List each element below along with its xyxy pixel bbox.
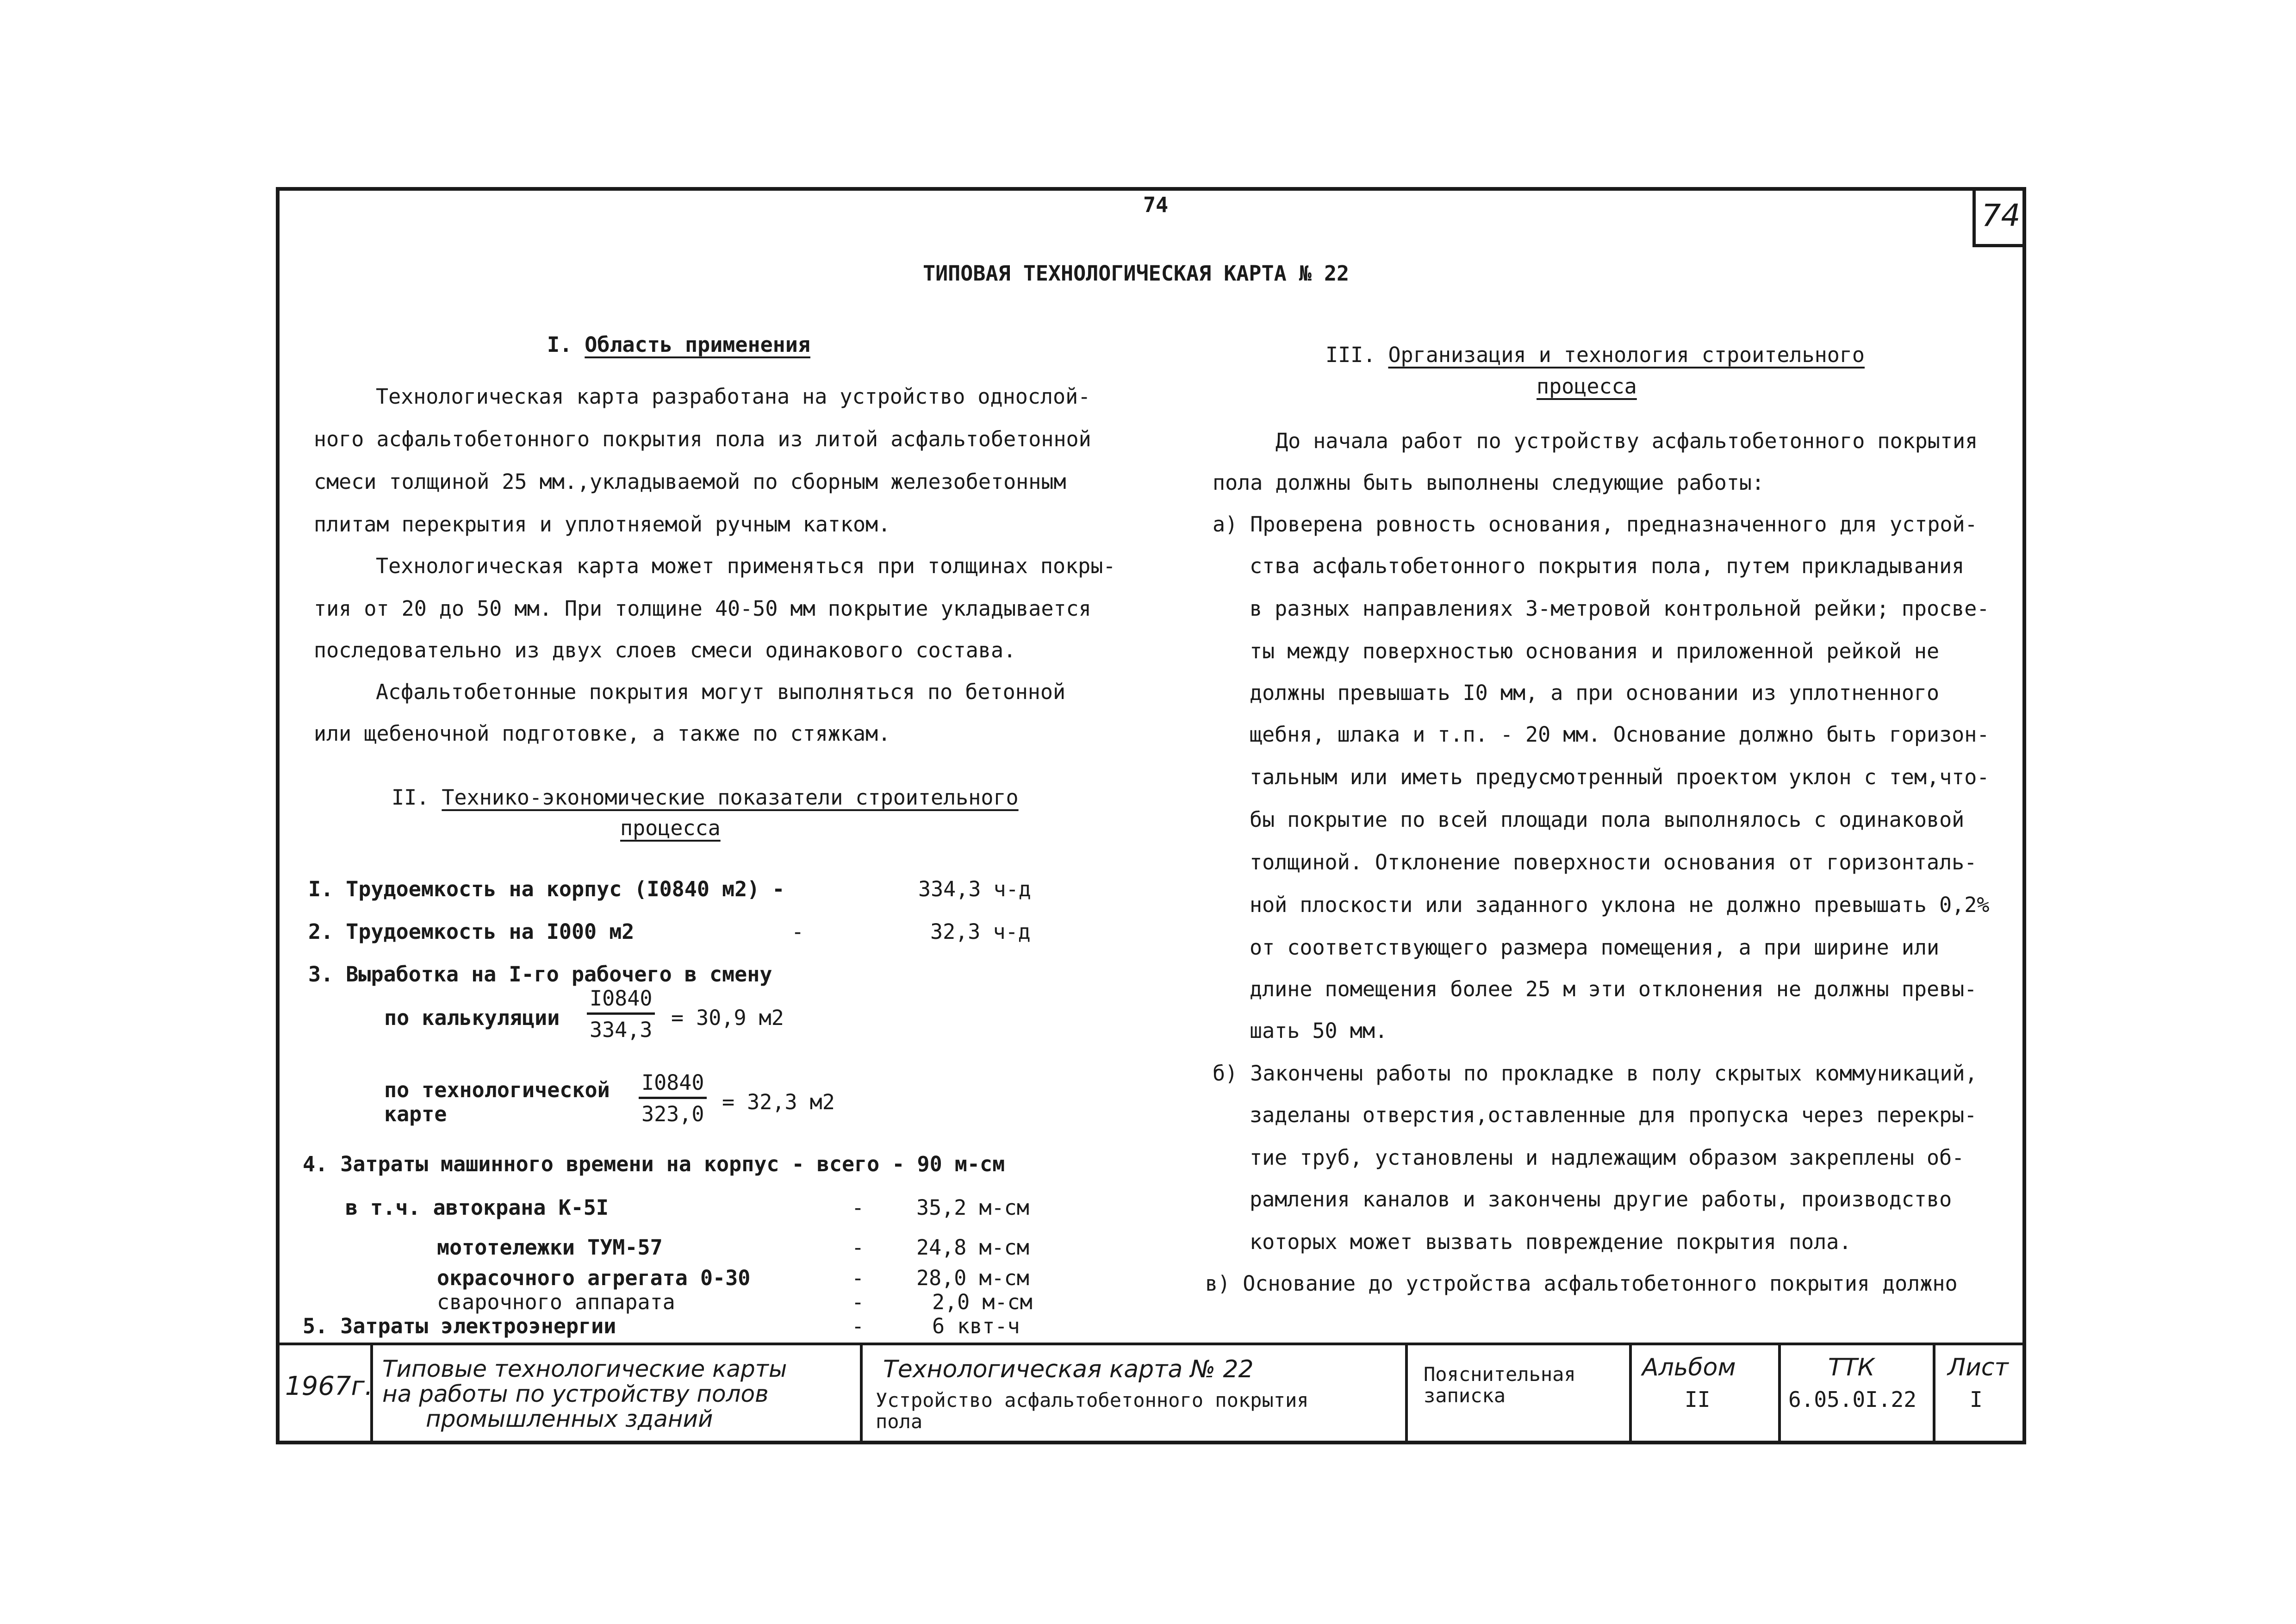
stamp-series-line: промышленных зданий <box>426 1405 713 1432</box>
machine-value: 35,2 м-см <box>916 1195 1029 1220</box>
sheet-mark-box <box>1972 187 2026 247</box>
section3-line: ты между поверхностью основания и приложенной рейкой не <box>1250 639 1940 663</box>
stamp-ttk-label: ТТК <box>1828 1354 1875 1381</box>
section3-line: в разных направлениях 3-метровой контрольной рейки; просве- <box>1250 596 1990 621</box>
stamp-doc-type-2: записка <box>1424 1384 1506 1407</box>
calc-by-estimate-fraction <box>587 988 655 1040</box>
stamp-series-line: на работы по устройству полов <box>382 1380 769 1407</box>
title-block-divider <box>1629 1343 1632 1444</box>
section1-line: смеси толщиной 25 мм.,укладываемой по сборным железобетонным <box>314 469 1066 494</box>
section1-line: плитам перекрытия и уплотняемой ручным катком. <box>314 512 891 537</box>
section3-line: бы покрытие по всей площади пола выполнялось с одинаковой <box>1250 807 1965 832</box>
section2-title-line2: процесса <box>620 816 721 840</box>
stamp-card-title: Технологическая карта № 22 <box>883 1355 1254 1383</box>
machine-name: в т.ч. автокрана К-5I <box>345 1195 609 1220</box>
section1-line: Технологическая карта разработана на устройство однослой- <box>376 384 1091 409</box>
section3-line: тие труб, установлены и надлежащим образом закреплены об- <box>1250 1145 1965 1170</box>
section1-line: или щебеночной подготовке, а также по стяжкам. <box>314 721 891 746</box>
section1-line: Технологическая карта может применяться при толщинах покры- <box>376 554 1116 578</box>
stamp-series-line: Типовые технологические карты <box>382 1355 787 1382</box>
calc-by-estimate-label: по калькуляции <box>384 1006 560 1030</box>
machine-value: 24,8 м-см <box>916 1235 1029 1260</box>
title-block-divider <box>1405 1343 1408 1444</box>
title-block-divider <box>860 1343 863 1444</box>
section3-line: заделаны отверстия,оставленные для пропуска через перекры- <box>1250 1103 1977 1127</box>
stamp-album-label: Альбом <box>1642 1354 1736 1381</box>
section3-line: ства асфальтобетонного покрытия пола, путем прикладывания <box>1250 554 1965 578</box>
section3-line: шать 50 мм. <box>1250 1018 1388 1043</box>
section1-line: ного асфальтобетонного покрытия пола из литой асфальтобетонной <box>314 427 1091 451</box>
section3-line: которых может вызвать повреждение покрытия пола. <box>1250 1230 1852 1254</box>
section3-title: Организация и технология строительного <box>1388 343 1865 367</box>
indicator-labor-total: I. Трудоемкость на корпус (I0840 м2) - <box>308 877 785 901</box>
section3-line: от соответствующего размера помещения, а при ширине или <box>1250 935 1940 960</box>
machine-value: 2,0 м-см <box>932 1290 1033 1314</box>
title-block-divider <box>1778 1343 1781 1444</box>
stamp-ttk-value: 6.05.0I.22 <box>1788 1387 1916 1412</box>
machine-name: сварочного аппарата <box>437 1290 675 1314</box>
machine-value: 28,0 м-см <box>916 1266 1029 1290</box>
section3-line: толщиной. Отклонение поверхности основания от горизонталь- <box>1250 850 1977 874</box>
calc-by-card-label-2: карте <box>384 1102 447 1126</box>
section3-heading <box>1325 344 1865 365</box>
fraction-denominator: 334,3 <box>590 1018 653 1042</box>
section3-line: ной плоскости или заданного уклона не должно превышать 0,2% <box>1250 893 1990 917</box>
stamp-doc-type: Пояснительная <box>1424 1363 1576 1386</box>
section2-heading <box>392 787 1019 808</box>
stamp-sheet-value: I <box>1970 1387 1983 1412</box>
machine-dash: - <box>852 1195 865 1220</box>
fraction-numerator: I0840 <box>639 1072 707 1099</box>
section1-line: последовательно из двух слоев смеси одинакового состава. <box>314 638 1016 662</box>
stamp-year: 1967г. <box>285 1371 373 1401</box>
section3-line: До начала работ по устройству асфальтобетонного покрытия <box>1276 429 1978 453</box>
section3-line: должны превышать I0 мм, а при основании из уплотненного <box>1250 681 1940 705</box>
section1-title: Область применения <box>585 332 810 357</box>
page-number: 74 <box>1143 193 1169 217</box>
stamp-card-subtitle: Устройство асфальтобетонного покрытия <box>876 1389 1309 1412</box>
stamp-sheet-label: Лист <box>1948 1354 2009 1381</box>
section3-line: б) Закончены работы по прокладке в полу скрытых коммуникаций, <box>1213 1061 1978 1086</box>
indicator-machine-time: 4. Затраты машинного времени на корпус - всего - 90 м-см <box>303 1152 1005 1176</box>
stamp-card-subtitle-2: пола <box>876 1410 923 1433</box>
indicator-electricity-dash: - <box>852 1314 865 1338</box>
section2-title: Технико-экономические показатели строительного <box>442 785 1019 810</box>
section3-line: щебня, шлака и т.п. - 20 мм. Основание должно быть горизон- <box>1250 722 1990 747</box>
title-block-divider <box>1933 1343 1935 1444</box>
sheet-mark: 74 <box>1981 198 2021 233</box>
section1-number: I. <box>547 332 572 357</box>
machine-dash: - <box>852 1266 865 1290</box>
section3-line: а) Проверена ровность основания, предназначенного для устрой- <box>1213 512 1978 537</box>
machine-dash: - <box>852 1290 865 1314</box>
section1-line: Асфальтобетонные покрытия могут выполняться по бетонной <box>376 680 1066 704</box>
section3-line: рамления каналов и закончены другие работы, производство <box>1250 1187 1952 1212</box>
calc-by-card-fraction <box>639 1072 707 1124</box>
section3-title-line2: процесса <box>1537 374 1637 399</box>
calc-by-card-label: по технологической <box>384 1078 610 1102</box>
section2-number: II. <box>392 785 429 810</box>
fraction-numerator: I0840 <box>587 988 655 1015</box>
indicator-labor-total-value: 334,3 ч-д <box>918 877 1031 901</box>
machine-name: окрасочного агрегата 0-30 <box>437 1266 751 1290</box>
section3-line: длине помещения более 25 м эти отклонения не должны превы- <box>1250 977 1977 1001</box>
section1-heading <box>547 334 810 355</box>
section3-line: в) Основание до устройства асфальтобетонного покрытия должно <box>1205 1271 1958 1296</box>
indicator-labor-per-1000-value: 32,3 ч-д <box>930 919 1031 944</box>
indicator-output: 3. Выработка на I-го рабочего в смену <box>308 962 772 987</box>
indicator-electricity: 5. Затраты электроэнергии <box>303 1314 616 1338</box>
title-block-top-rule <box>276 1343 2026 1345</box>
section1-line: тия от 20 до 50 мм. При толщине 40-50 мм покрытие укладывается <box>314 596 1091 621</box>
calc-by-card-result: = 32,3 м2 <box>722 1090 835 1114</box>
machine-dash: - <box>852 1235 865 1260</box>
indicator-electricity-value: 6 квт-ч <box>932 1314 1020 1338</box>
section3-number: III. <box>1325 343 1376 367</box>
section3-line: тальным или иметь предусмотренный проектом уклон с тем,что- <box>1250 765 1990 789</box>
calc-by-estimate-result: = 30,9 м2 <box>671 1006 784 1030</box>
section3-line: пола должны быть выполнены следующие работы: <box>1213 470 1765 495</box>
indicator-labor-per-1000-dash: - <box>791 919 804 944</box>
indicator-labor-per-1000: 2. Трудоемкость на I000 м2 <box>308 919 635 944</box>
fraction-denominator: 323,0 <box>641 1102 704 1126</box>
stamp-album-value: II <box>1685 1387 1711 1412</box>
document-title: ТИПОВАЯ ТЕХНОЛОГИЧЕСКАЯ КАРТА № 22 <box>923 261 1350 286</box>
machine-name: мототележки ТУМ-57 <box>437 1235 663 1260</box>
